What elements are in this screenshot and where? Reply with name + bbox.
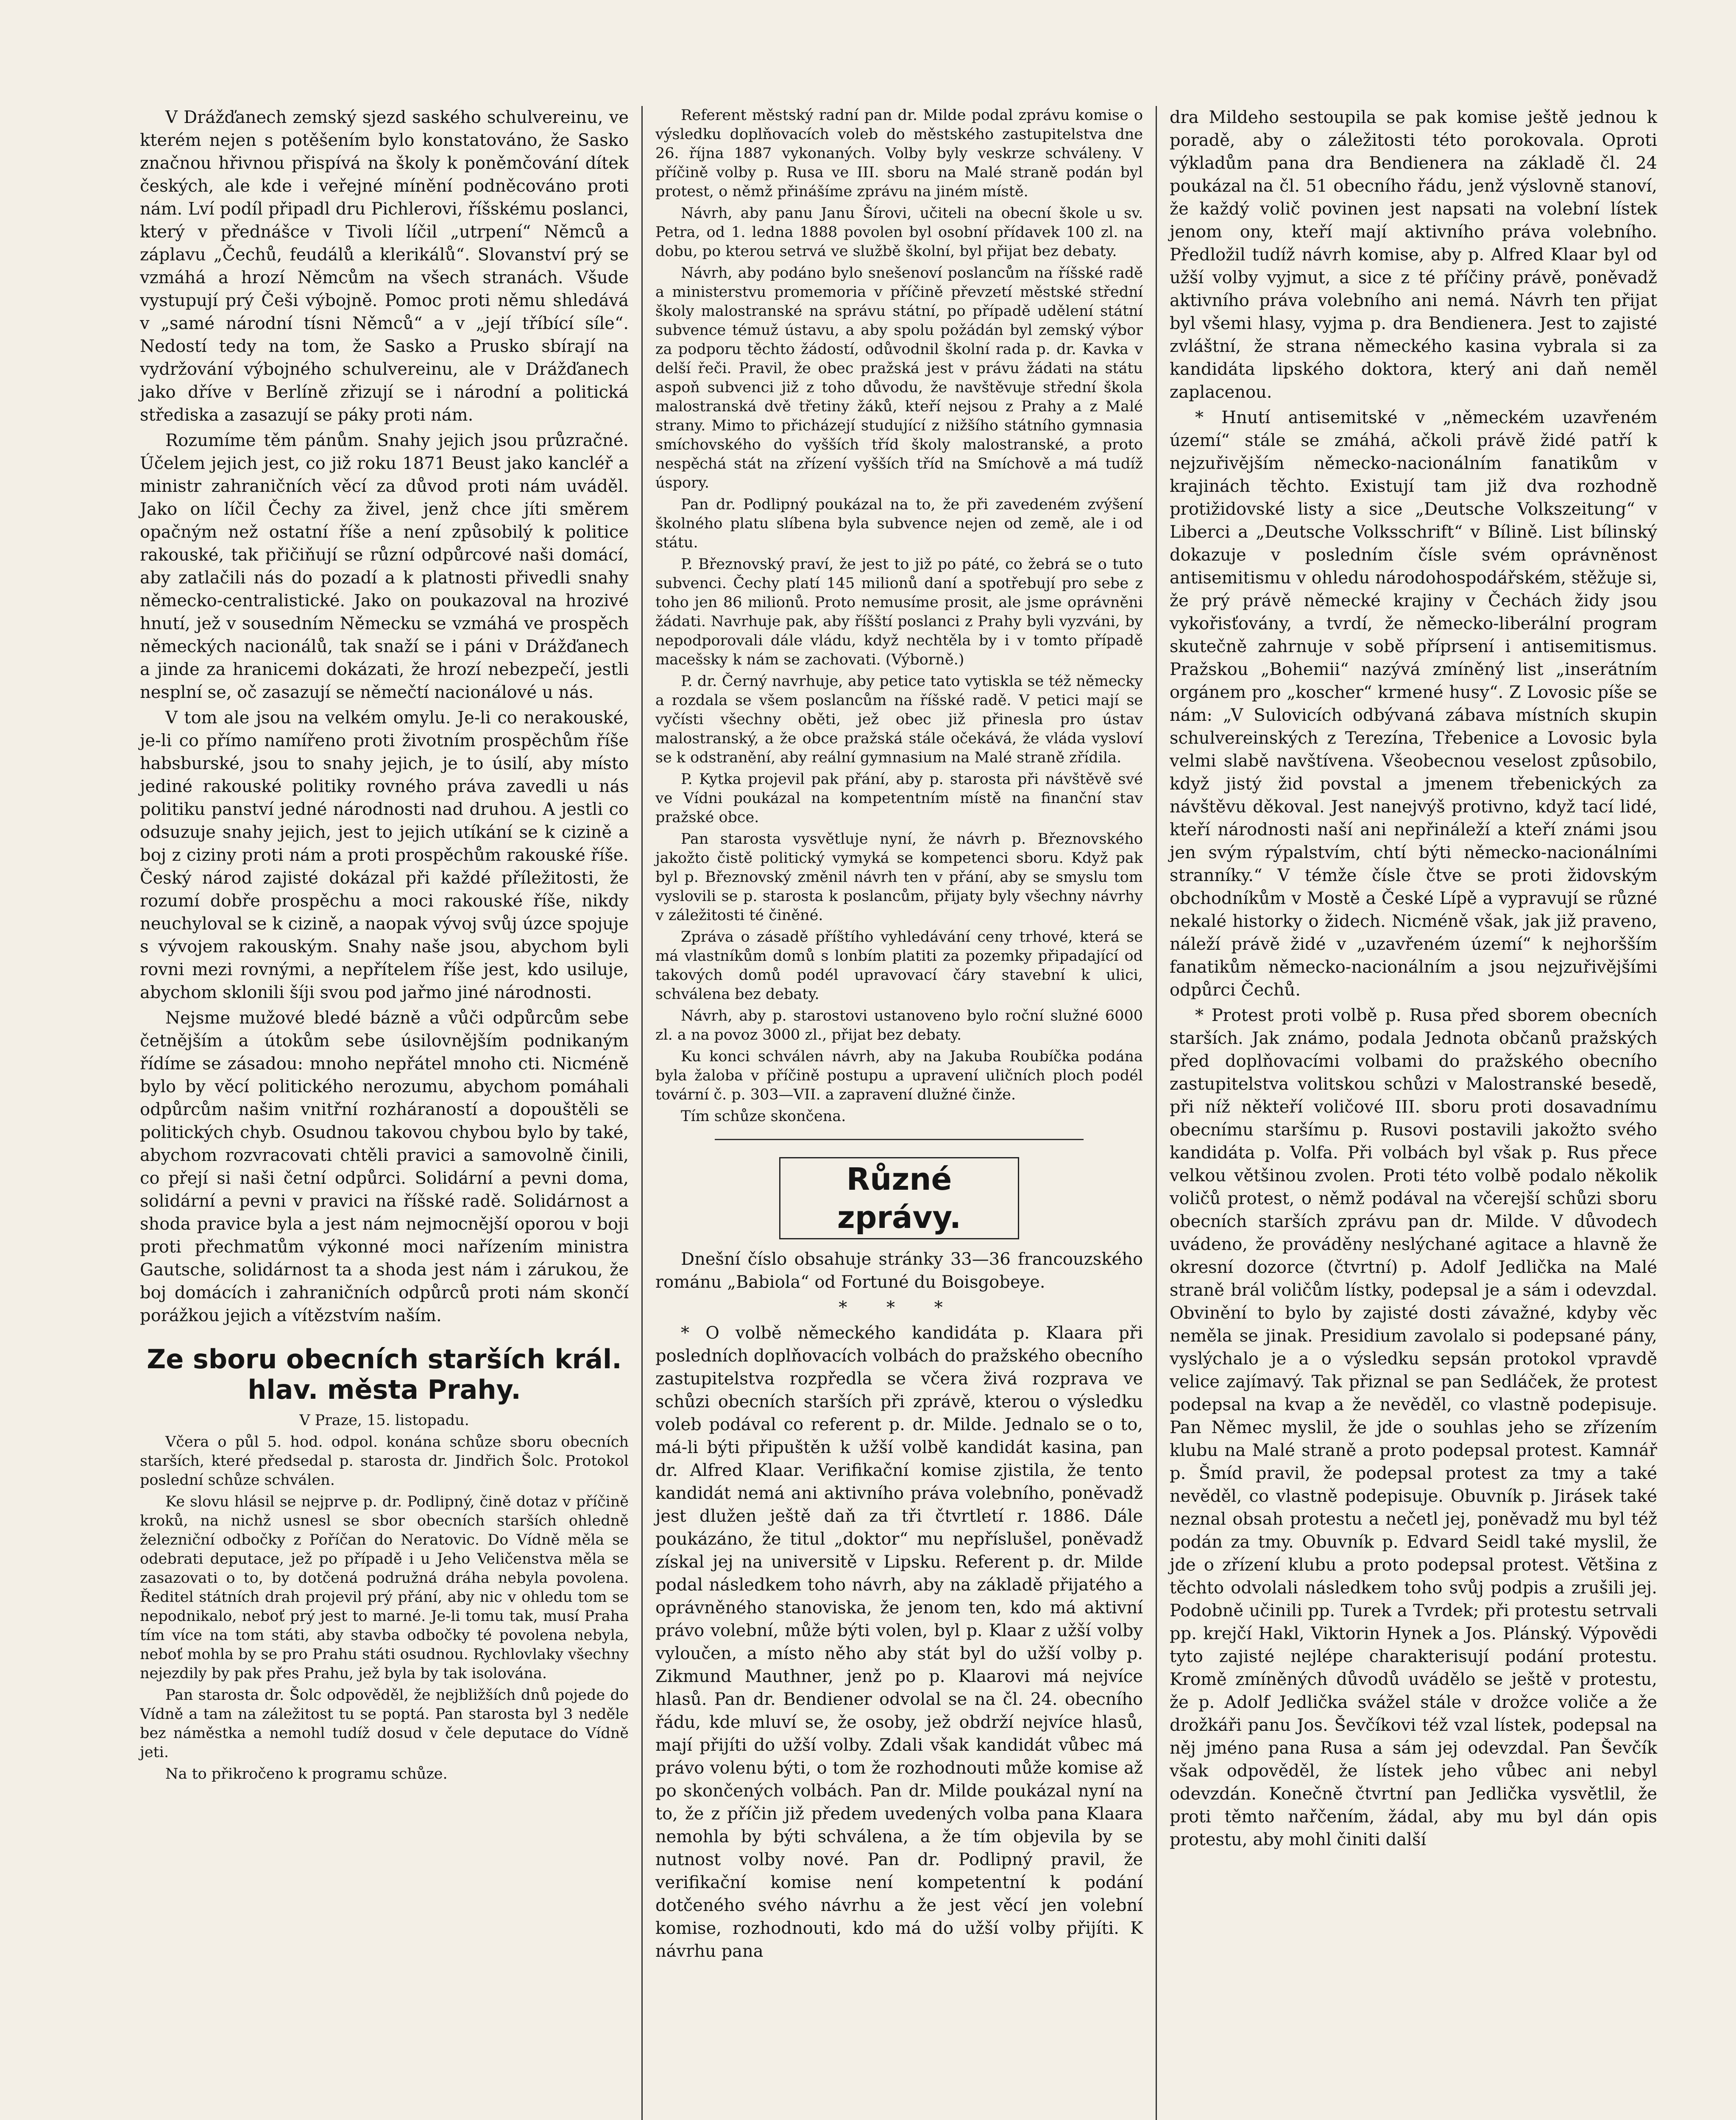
council-paragraph: Včera o půl 5. hod. odpol. konána schůze sboru obecních starších, které předsedal p. starosta dr. Jindřich Šolc. Protokol poslední schůze schválen. <box>140 1434 629 1489</box>
dateline: V Praze, 15. listopadu. <box>299 1412 469 1429</box>
section-heading-news: Různé zprávy. <box>779 1157 1019 1239</box>
council-paragraph: Ku konci schválen návrh, aby na Jakuba Roubíčka podána byla žaloba v příčině postupu a upravení uličních ploch podél tovární č. p. 303—VII. a zapravení dlužné činže. <box>655 1048 1143 1103</box>
council-paragraph: Zpráva o zásadě příštího vyhledávání ceny trhové, která se má vlastníkům domů s lonbím platiti za pozemky připadající od takových domů podél upravovací čáry stavební k ulici, schválena bez debaty. <box>655 929 1143 1003</box>
council-paragraph: P. Březnovský praví, že jest to již po páté, co žebrá se o tuto subvenci. Čechy platí 145 milionů daní a spotřebují pro sebe z toho jen 86 milionů. Proto nemusíme prosit, ale jsme oprávněni žádati. Navrhuje pak, aby říšští poslanci z Prahy byli vyzváni, by nepodporovali dále vládu, když nechtěla by i v tomto případě macešsky k nám se zachovati. (Výborně.) <box>655 556 1143 668</box>
council-paragraph: Ke slovu hlásil se nejprve p. dr. Podlipný, čině dotaz v příčině kroků, na nichž usnesl se sbor obecních starších ohledně železniční odbočky z Poříčan do Neratovic. Do Vídně měla se odebrati deputace, jež po případě i u Jeho Veličenstva měla se zasazovati o to, by dotčená podružná dráha nebyla povolena. Ředitel státních drah projevil prý přání, aby nic v ohledu tom se nepodnikalo, neboť prý jest to marné. Je-li tomu tak, musí Praha tím více na tom státi, aby stavba odbočky té povolena nebyla, neboť mohla by se pro Prahu státi osudnou. Rychlovlaky všechny nejezdily by pak přes Prahu, jež byla by tak isolována. <box>140 1493 629 1682</box>
editorial-paragraph: Rozumíme těm pánům. Snahy jejich jsou průzračné. Účelem jejich jest, co již roku 1871 Beust jako kancléř a ministr zahraničních věcí za důvod proti nám uváděl. Jako on líčil Čechy za živel, jenž chce jíti směrem opačným než ostatní říše a není způsobilý k politice rakouské, tak přičiňují se různí odpůrcové naši domácí, aby zatlačili nás do pozadí a k platnosti přivedli snahy německo-centralistické. Jako on poukazoval na hrozivé hnutí, jež v sousedním Německu se vzmáhá ve prospěch německých nacionálů, tak snaží se i páni v Drážďanech a jinde za hranicemi dokázati, že hrozí nebezpečí, jestli nesplní se, oč zasazují se němečtí nacionálové u nás. <box>140 431 629 702</box>
council-paragraph: Tím schůze skončena. <box>681 1108 846 1125</box>
council-paragraph: Na to přikročeno k programu schůze. <box>165 1766 448 1782</box>
column-middle <box>641 106 1156 2120</box>
news-paragraph: dra Mildeho sestoupila se pak komise ještě jednou k poradě, aby o záležitosti této porokovala. Oproti výkladům pana dra Bendienera na základě čl. 24 poukázal na čl. 51 obecního řádu, jenž výslovně stanoví, že každý volič povinen jest napsati na volební lístek jenom ony, kteří mají aktivního práva volebního. Předložil tudíž návrh komise, aby p. Alfred Klaar byl od užší volby vyjmut, a sice z té příčiny právě, poněvadž aktivního práva volebního ani nemá. Návrh ten přijat byl všemi hlasy, vyjma p. dra Bendienera. Jest to zajisté zvláštní, že strana německého kasina vybrala si za kandidáta lipského doktora, který ani daň neměl zaplacenou. <box>1170 108 1657 402</box>
news-paragraph: * O volbě německého kandidáta p. Klaara při posledních doplňovacích volbách do pražského obecního zastupitelstva rozpředla se včera živá rozprava ve schůzi obecních starších při zprávě, kterou o výsledku voleb podával co referent p. dr. Milde. Jednalo se o to, má-li býti připuštěn k užší volbě kandidát kasina, pan dr. Alfred Klaar. Verifikační komise zjistila, že tento kandidát nemá ani aktivního práva volebního, poněvadž jest dlužen ještě daň za tři čtvrtletí r. 1886. Dále poukázáno, že titul „doktor“ mu nepříslušel, poněvadž získal jej na universitě v Lipsku. Referent p. dr. Milde podal následkem toho návrh, aby na základě přijatého a oprávněného stanoviska, že jenom ten, kdo má aktivní právo volební, může býti volen, byl p. Klaar z užší volby vyloučen, a místo něho aby stát byl do užší volby p. Zikmund Mauthner, jenž po p. Klaarovi má nejvíce hlasů. Pan dr. Bendiener odvolal se na čl. 24. obecního řádu, kde mluví se, že osoby, jež obdrží nejvíce hlasů, mají přijíti do užší volby. Zdali však kandidát vůbec má právo volenu býti, o tom že rozhodnouti může komise až po skončených volbách. Pan dr. Milde poukázal nyní na to, že z příčin již předem uvedených volba pana Klaara nemohla by býti schválena, a že tím objevila by se nutnost volby nové. Pan dr. Podlipný pravil, že verifikační komise není kompetentní k podání dotčeného svého návrhu a že jest věcí jen volební komise, rozhodnouti, kdo má do užší volby přijíti. K návrhu pana <box>655 1323 1143 1961</box>
column-left <box>127 106 641 2120</box>
news-paragraph: * Hnutí antisemitské v „německém uzavřeném území“ stále se zmáhá, ačkoli právě židé patří k nejzuřivějším německo-nacionálním fanatikům v krajinách těchto. Existují tam již dva rozhodně protižidovské listy a sice „Deutsche Volkszeitung“ v Liberci a „Deutsche Volksschrift“ v Bílině. List bílinský dokazuje v posledním čísle svém oprávněnost antisemitismu v ohledu národohospodářském, stěžuje si, že prý právě německé krajiny v Čechách židy jsou vykořisťovány, a tvrdí, že německo-liberální program skutečně zahrnuje v sobě příprsení i antisemitismus. Pražskou „Bohemii“ nazývá zmíněný list „inserátním orgánem pro „koscher“ krmené husy“. Z Lovosic píše se nám: „V Sulovicích odbývaná zábava místních skupin schulvereinských z Terezína, Třebenice a Lovosic byla velmi slabě navštívena. Všeobecnou veselost způsobilo, když jistý žid povstal a jmenem třebenických za návštěvu děkoval. Jest nanejvýš protivno, když tací lidé, kteří národnosti naší ani nepřináleží a kteří známi jsou jen svým rýpalstvím, chtí býti německo-nacionálními stranníky.“ V témže čísle čtve se proti židovským obchodníkům v Mostě a České Lípě a vypravují se různé nekalé historky o židech. Nicméně však, jak již praveno, náleží právě židé v „uzavřeném území“ k nejhoršším fanatikům německo-nacionálním a jsou nejzuřivějšími odpůrci Čechů. <box>1170 408 1657 1000</box>
council-paragraph: P. dr. Černý navrhuje, aby petice tato vytiskla se též německy a rozdala se všem poslancům na říšské radě. V petici mají se vyčísti všechny oběti, jež obec již přinesla pro ústav malostranský, a že obce pražská stále očekává, že vláda vysloví se k odstranění, aby reální gymnasium na Malé straně zřídila. <box>655 673 1143 766</box>
editorial-paragraph: Nejsme mužové bledé bázně a vůči odpůrcům sebe četnějším a útokům sebe úsilovnějším podnikaným řídíme se zásadou: mnoho nepřátel mnoho cti. Nicméně bylo by věcí politického nerozumu, abychom pomáhali odpůrcům našim vnitřní rozháraností a dopouštěli se politických chyb. Osudnou takovou chybou bylo by také, abychom rozvracovati chtěli pravici a samovolně činili, co přejí si naši četní odpůrci. Solidární a pevni doma, solidární a pevni v pravici na říšské radě. Solidárnost a shoda pravice byla a jest nám nejmocnější oporou v boji proti přechmatům výkonné moci nařízením ministra Gautsche, solidárnost ta a shoda jest nám i zárukou, že boj domácích i zahraničních odpůrců proti nám skončí porážkou jejich a vítězstvím naším. <box>140 1008 629 1325</box>
column-right <box>1156 106 1670 2120</box>
news-paragraph: Dnešní číslo obsahuje stránky 33—36 francouzského románu „Babiola“ od Fortuné du Boisgobeye. <box>655 1250 1143 1292</box>
council-paragraph: Pan starosta dr. Šolc odpověděl, že nejbližších dnů pojede do Vídně a tam na záležitost tu se poptá. Pan starosta byl 3 neděle bez náměstka a nemohl tudíž dosud v čele deputace do Vídně jeti. <box>140 1687 629 1761</box>
editorial-paragraph: V Drážďanech zemský sjezd saského schulvereinu, ve kterém nejen s potěšením bylo konstatováno, že Sasko značnou hřivnou přispívá na školy k poněmčování dítek českých, ale kde i veřejné mínění podněcováno proti nám. Lví podíl připadl dru Pichlerovi, říšskému poslanci, který v přednášce v Tivoli líčil „utrpení“ Němců a záplavu „Čechů, feudálů a klerikálů“. Slovanství prý se vzmáhá a hrozí Němcům na všech stranách. Všude vystupují prý Češi výbojně. Pomoc proti němu shledává v „samé národní tísni Němců“ a v „její tříbící síle“. Nedostí tedy na tom, že Sasko a Prusko sbírají na vydržování výbojného schulvereinu, ale v Drážďanech jako dříve v Berlíně zřizují se i národní a politická střediska a zasazují se páky proti nám. <box>140 108 629 425</box>
editorial-paragraph: V tom ale jsou na velkém omylu. Je-li co nerakouské, je-li co přímo namířeno proti životním prospěchům říše habsburské, jsou to snahy jejich, je to úsilí, aby místo jediné rakouské politiky rovného práva zavedli u nás politiku panství jedné národnosti nad druhou. A jestli co odsuzuje snahy jejich, jest to jejich utíkání se k cizině a boj z ciziny proti nám a proti prospěchům rakouské říše. Český národ zajisté dokázal při každé příležitosti, že rozumí dobře prospěchu a moci rakouské říše, nikdy neuchyloval se k cizině, a naopak vývoj svůj úzce spojuje s vývojem rakouským. Snahy naše jsou, abychom byli rovni mezi rovnými, a nepřítelem říše jest, kdo usiluje, abychom sklonili šíji svou pod jařmo jiné národnosti. <box>140 708 629 1002</box>
council-paragraph: Návrh, aby p. starostovi ustanoveno bylo roční služné 6000 zl. a na povoz 3000 zl., přijat bez debaty. <box>655 1007 1143 1043</box>
council-paragraph: P. Kytka projevil pak přání, aby p. starosta při návštěvě své ve Vídni poukázal na kompetentním místě na finanční stav pražské obce. <box>655 771 1143 826</box>
council-paragraph: Pan dr. Podlipný poukázal na to, že při zavedeném zvýšení školného platu slíbena byla subvence nejen od země, ale i od státu. <box>655 496 1143 551</box>
council-paragraph: Návrh, aby podáno bylo snešenoví poslancům na říšské radě a ministerstvu promemoria v příčině převzetí městské střední školy malostranské na správu státní, po případě udělení státní subvence témuž ústavu, a aby spolu požádán byl zemský výbor za podporu těchto žádostí, odůvodnil školní rada p. dr. Kavka v delší řeči. Pravil, že obec pražská jest v právu žádati na státu aspoň subvenci již z toho důvodu, že navštěvuje střední škola malostranská dvě třetiny žáků, kteří nejsou z Prahy a z Malé strany. Mimo to přicházejí studující z nižšího státního gymnasia smíchovského do vyšších tříd školy malostranské, a proto nespěchá stát na zřízení vyšších tříd na Smíchově a má tudíž úspory. <box>655 265 1143 491</box>
section-heading-city-council: Ze sboru obecních starších král. hlav. města Prahy. <box>147 1344 622 1405</box>
newspaper-page <box>127 106 1670 2120</box>
section-divider <box>715 1139 1084 1140</box>
council-paragraph: Pan starosta vysvětluje nyní, že návrh p. Březnovského jakožto čistě politický vymyká se kompetenci sboru. Když pak byl p. Březnovský změnil návrh ten v přání, aby se smyslu tom vyslovili se p. starosta k poslancům, přijaty byly všechny návrhy v záležitosti té činěné. <box>655 831 1143 924</box>
asterism: * * * <box>839 1298 960 1317</box>
council-paragraph: Referent městský radní pan dr. Milde podal zprávu komise o výsledku doplňovacích voleb do městského zastupitelstva dne 26. října 1887 vykonaných. Volby byly veskrze schváleny. V příčině volby p. Rusa ve III. sboru na Malé straně podán byl protest, o němž přinášíme zprávu na jiném místě. <box>655 107 1143 200</box>
news-paragraph: * Protest proti volbě p. Rusa před sborem obecních starších. Jak známo, podala Jednota občanů pražských před doplňovacími volbami do pražského obecního zastupitelstva volitskou schůzi v Malostranské besedě, při níž někteří voličové III. sboru proti dosavadnímu obecnímu staršímu p. Rusovi postavili jakožto svého kandidáta p. Volfa. Při volbách byl však p. Rus přece velkou většinou zvolen. Proti této volbě podalo několik voličů protest, o němž podával na včerejší schůzi sboru obecních starších zprávu pan dr. Milde. V důvodech uvádeno, že prováděny neslýchané agitace a hlavně že okresní dozorce (čtvrtní) p. Adolf Jedlička na Malé straně brál voličům lístky, podepsal je a sám i odevzdal. Obvinění to bylo by zajisté dosti závažné, kdyby věc neměla se jinak. Presidium zavolalo si podepsané pány, vyslýchalo je a o výsledku sepsán protokol vpravdě velice zajímavý. Tak přiznal se pan Sedláček, že protest podepsal na kvap a že nevěděl, co vlastně podepisuje. Pan Němec myslil, že jde o souhlas jeho se zřízením klubu na Malé straně a proto podepsal protest. Kamnář p. Šmíd pravil, že podepsal protest za tmy a také nevěděl, co vlastně podepisuje. Obuvník p. Jirásek také neznal obsah protestu a nečetl jej, poněvadž mu byl též podán za tmy. Obuvník p. Edvard Seidl také myslil, že jde o zřízení klubu a proto podepsal protest. Většina z těchto odvolali následkem toho svůj podpis a zrušili jej. Podobně učinili pp. Turek a Tvrdek; při protestu setrvali pp. krejčí Hakl, Viktorin Hynek a Jos. Plánský. Výpovědi tyto zajisté nejlépe charakterisují podání protestu. Kromě zmíněných důvodů uvádělo se ještě v protestu, že p. Adolf Jedlička svážel stále v drožce voliče a že drožkáři panu Jos. Ševčíkovi též vzal lístek, podepsal na něj jméno pana Rusa a sám jej odevzdal. Pan Ševčík však odpověděl, že lístek jeho vůbec ani nebyl odevzdán. Konečně čtvrtní pan Jedlička vysvětlil, že proti těmto nařčením, žádal, aby mu byl dán opis protestu, aby mohl činiti další <box>1170 1006 1657 1849</box>
council-paragraph: Návrh, aby panu Janu Šírovi, učiteli na obecní škole u sv. Petra, od 1. ledna 1888 povolen byl osobní přídavek 100 zl. na dobu, po kterou setrvá ve službě školní, byl přijat bez debaty. <box>655 205 1143 260</box>
